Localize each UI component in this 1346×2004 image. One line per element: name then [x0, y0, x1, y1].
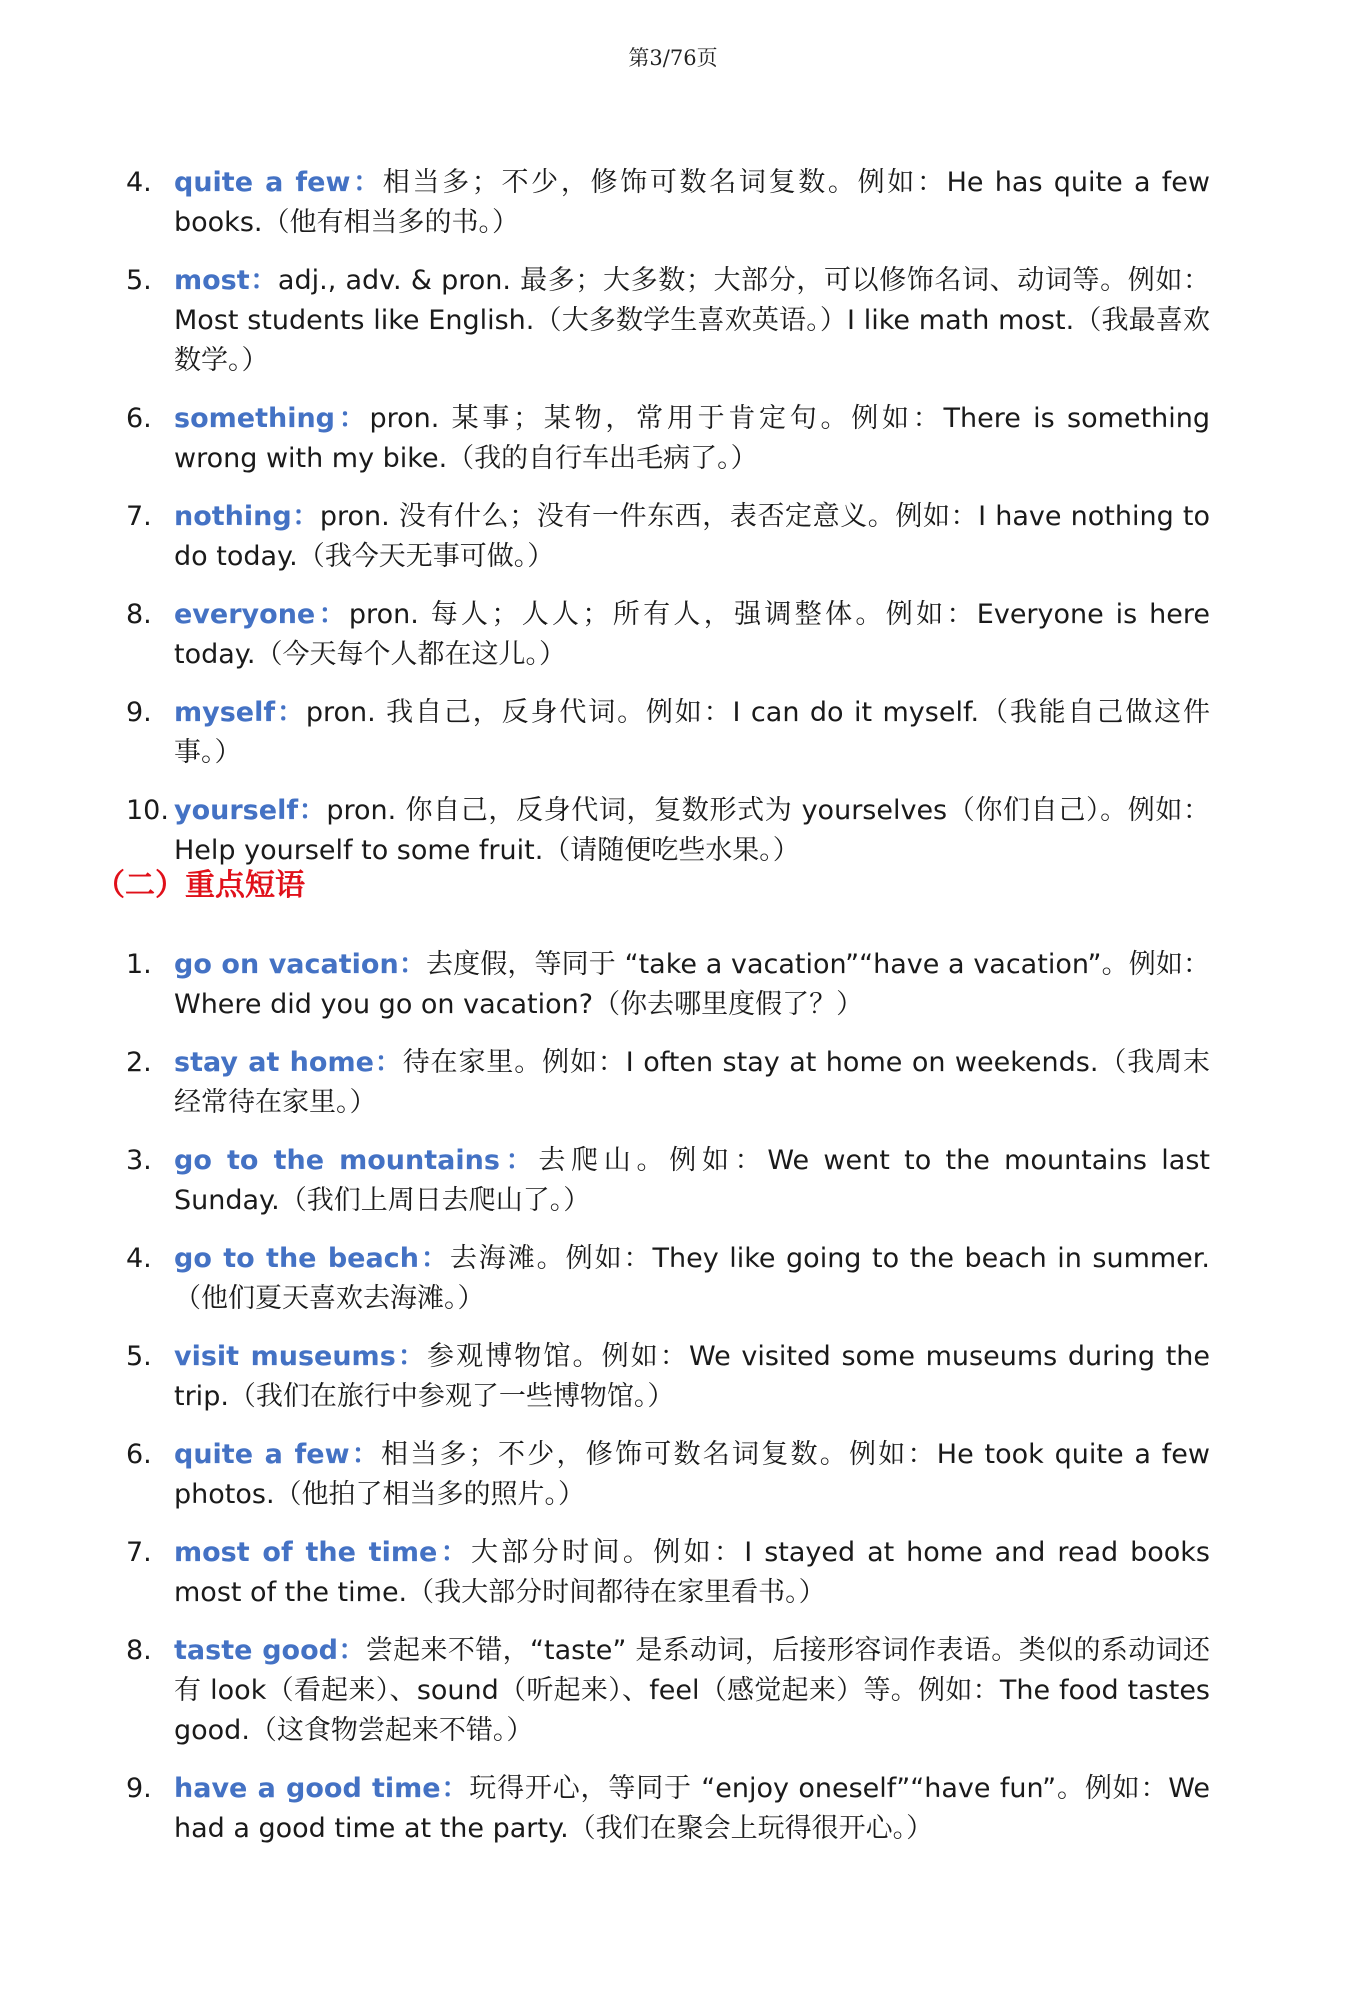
- item-term: stay at home: [174, 1047, 374, 1078]
- item-term: go to the mountains: [174, 1145, 500, 1176]
- item-definition: pron. 每人；人人；所有人，强调整体。例如：Everyone is here today.（今天每个人都在这儿。）: [174, 599, 1211, 670]
- item-definition: 玩得开心，等同于 “enjoy oneself”“have fun”。例如：We had a good time at the party.（我们在聚会上玩得很开心。）: [174, 1773, 1211, 1844]
- item-separator: ：: [437, 1537, 472, 1568]
- list-item: [0, 1043, 1210, 1123]
- item-term: go on vacation: [174, 949, 399, 980]
- list-item: [0, 261, 1210, 381]
- item-separator: ：: [349, 1439, 382, 1470]
- item-separator: ：: [275, 697, 306, 728]
- item-number: 7.: [126, 501, 152, 532]
- item-definition: pron. 某事；某物，常用于肯定句。例如：There is something wrong with my bike.（我的自行车出毛病了。）: [174, 403, 1210, 474]
- item-number: 5.: [126, 1341, 152, 1372]
- item-separator: ：: [499, 1145, 539, 1176]
- item-term: have a good time: [174, 1773, 441, 1804]
- item-separator: ：: [337, 1635, 366, 1666]
- item-definition: pron. 我自己，反身代词。例如：I can do it myself.（我能自己做这件事。）: [174, 697, 1210, 768]
- item-definition: 去海滩。例如：They like going to the beach in summer.（他们夏天喜欢去海滩。）: [174, 1243, 1210, 1314]
- item-number: 1.: [126, 949, 152, 980]
- item-definition: 相当多；不少，修饰可数名词复数。例如：He took quite a few photos.（他拍了相当多的照片。）: [174, 1439, 1210, 1510]
- list-item: [0, 497, 1210, 577]
- item-number: 10.: [126, 795, 169, 826]
- vocabulary-list: [0, 163, 1346, 889]
- item-term: quite a few: [174, 1439, 350, 1470]
- list-item: [0, 1239, 1210, 1319]
- phrase-list: [0, 945, 1346, 1867]
- item-separator: ：: [395, 1341, 427, 1372]
- list-item: [0, 1533, 1210, 1613]
- item-separator: ：: [440, 1773, 470, 1804]
- item-number: 4.: [126, 1243, 152, 1274]
- list-item: [0, 595, 1210, 675]
- item-number: 7.: [126, 1537, 152, 1568]
- list-item: [0, 945, 1210, 1025]
- item-term: quite a few: [174, 167, 351, 198]
- item-number: 3.: [126, 1145, 152, 1176]
- item-term: taste good: [174, 1635, 338, 1666]
- item-term: something: [174, 403, 335, 434]
- item-separator: ：: [418, 1243, 450, 1274]
- page-number-header: 第3/76页: [628, 46, 718, 70]
- section-title: （二）重点短语: [95, 868, 305, 903]
- item-term: myself: [174, 697, 276, 728]
- item-number: 6.: [126, 403, 152, 434]
- item-definition: 尝起来不错，“taste” 是系动词，后接形容词作表语。类似的系动词还有 look（看起来）、sound（听起来）、feel（感觉起来）等。例如：The food tastes good.（这食物尝起来不错。）: [174, 1635, 1210, 1746]
- list-item: [0, 1141, 1210, 1221]
- item-number: 9.: [126, 1773, 152, 1804]
- item-definition: pron. 你自己，反身代词，复数形式为 yourselves（你们自己）。例如：Help yourself to some fruit.（请随便吃些水果。）: [174, 795, 1210, 866]
- item-separator: ：: [249, 265, 278, 296]
- list-item: [0, 1631, 1210, 1751]
- item-separator: ：: [335, 403, 370, 434]
- item-number: 8.: [126, 599, 152, 630]
- item-definition: adj., adv. & pron. 最多；大多数；大部分，可以修饰名词、动词等。例如：Most students like English.（大多数学生喜欢英语。）I like math most.（我最喜欢数学。）: [174, 265, 1211, 376]
- item-separator: ：: [373, 1047, 403, 1078]
- item-term: yourself: [174, 795, 299, 826]
- list-item: [0, 163, 1210, 243]
- list-item: [0, 1769, 1210, 1849]
- item-separator: ：: [298, 795, 327, 826]
- item-definition: pron. 没有什么；没有一件东西，表否定意义。例如：I have nothing to do today.（我今天无事可做。）: [174, 501, 1211, 572]
- item-definition: 参观博物馆。例如：We visited some museums during the trip.（我们在旅行中参观了一些博物馆。）: [174, 1341, 1210, 1412]
- item-number: 6.: [126, 1439, 152, 1470]
- item-definition: 去度假，等同于 “take a vacation”“have a vacation”。例如：Where did you go on vacation?（你去哪里度假了？）: [174, 949, 1210, 1020]
- item-definition: 去爬山。例如：We went to the mountains last Sunday.（我们上周日去爬山了。）: [174, 1145, 1210, 1216]
- item-definition: 相当多；不少，修饰可数名词复数。例如：He has quite a few books.（他有相当多的书。）: [174, 167, 1211, 238]
- item-term: go to the beach: [174, 1243, 419, 1274]
- item-number: 5.: [126, 265, 152, 296]
- item-term: everyone: [174, 599, 316, 630]
- item-number: 4.: [126, 167, 152, 198]
- item-term: most: [174, 265, 250, 296]
- item-definition: 待在家里。例如：I often stay at home on weekends.（我周末经常待在家里。）: [174, 1047, 1210, 1118]
- item-term: nothing: [174, 501, 292, 532]
- item-definition: 大部分时间。例如：I stayed at home and read books most of the time.（我大部分时间都待在家里看书。）: [174, 1537, 1210, 1608]
- item-term: most of the time: [174, 1537, 438, 1568]
- list-item: [0, 791, 1210, 871]
- list-item: [0, 693, 1210, 773]
- list-item: [0, 399, 1210, 479]
- list-item: [0, 1435, 1210, 1515]
- item-separator: ：: [315, 599, 349, 630]
- item-number: 8.: [126, 1635, 152, 1666]
- item-separator: ：: [350, 167, 383, 198]
- list-item: [0, 1337, 1210, 1417]
- item-term: visit museums: [174, 1341, 396, 1372]
- item-number: 2.: [126, 1047, 152, 1078]
- item-separator: ：: [291, 501, 320, 532]
- item-number: 9.: [126, 697, 152, 728]
- item-separator: ：: [398, 949, 426, 980]
